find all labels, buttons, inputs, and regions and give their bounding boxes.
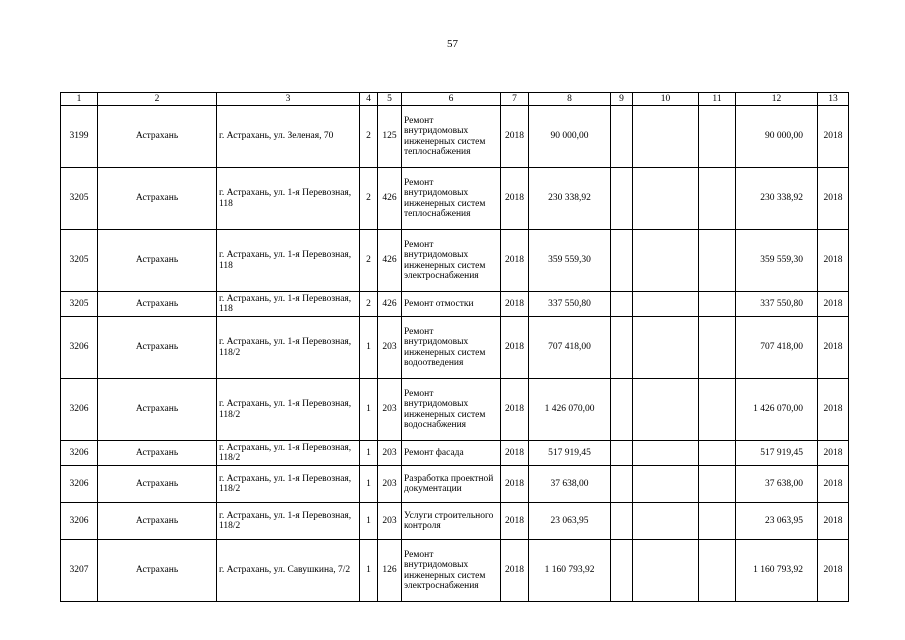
cell-col10: [633, 466, 699, 503]
cell-work-type: Ремонт внутридомовых инженерных систем электроснабжения: [402, 230, 501, 292]
cell-col4: 2: [360, 168, 378, 230]
cell-city: Астрахань: [98, 540, 217, 602]
cell-city: Астрахань: [98, 230, 217, 292]
cell-year-end: 2018: [818, 503, 849, 540]
cell-amount-total: 1 426 070,00: [736, 379, 818, 441]
cell-year-end: 2018: [818, 168, 849, 230]
cell-year-end: 2018: [818, 230, 849, 292]
cell-amount: 23 063,95: [529, 503, 611, 540]
cell-address: г. Астрахань, ул. 1-я Перевозная, 118/2: [217, 379, 360, 441]
cell-col4: 1: [360, 317, 378, 379]
cell-col11: [699, 441, 736, 466]
cell-col10: [633, 540, 699, 602]
cell-col11: [699, 503, 736, 540]
cell-col9: [611, 441, 633, 466]
cell-col10: [633, 292, 699, 317]
cell-amount: 359 559,30: [529, 230, 611, 292]
cell-work-type: Ремонт фасада: [402, 441, 501, 466]
cell-year-end: 2018: [818, 292, 849, 317]
cell-city: Астрахань: [98, 441, 217, 466]
cell-col5: 126: [378, 540, 402, 602]
table-row: [61, 168, 849, 230]
column-header-1: 1: [61, 93, 98, 106]
cell-city: Астрахань: [98, 466, 217, 503]
cell-id: 3206: [61, 503, 98, 540]
cell-work-type: Ремонт внутридомовых инженерных систем водоснабжения: [402, 379, 501, 441]
cell-col9: [611, 230, 633, 292]
cell-address: г. Астрахань, ул. 1-я Перевозная, 118: [217, 168, 360, 230]
cell-year: 2018: [501, 106, 529, 168]
column-header-13: 13: [818, 93, 849, 106]
cell-amount: 90 000,00: [529, 106, 611, 168]
cell-city: Астрахань: [98, 317, 217, 379]
table-row: [61, 441, 849, 466]
cell-id: 3205: [61, 230, 98, 292]
cell-id: 3207: [61, 540, 98, 602]
cell-col10: [633, 441, 699, 466]
cell-col11: [699, 292, 736, 317]
cell-col9: [611, 317, 633, 379]
cell-col9: [611, 503, 633, 540]
table-row: [61, 317, 849, 379]
cell-work-type: Ремонт внутридомовых инженерных систем электроснабжения: [402, 540, 501, 602]
cell-address: г. Астрахань, ул. 1-я Перевозная, 118/2: [217, 503, 360, 540]
cell-address: г. Астрахань, ул. 1-я Перевозная, 118/2: [217, 317, 360, 379]
cell-address: г. Астрахань, ул. 1-я Перевозная, 118/2: [217, 466, 360, 503]
cell-amount: 517 919,45: [529, 441, 611, 466]
cell-work-type: Ремонт внутридомовых инженерных систем теплоснабжения: [402, 168, 501, 230]
cell-id: 3206: [61, 466, 98, 503]
table-row: [61, 292, 849, 317]
cell-year: 2018: [501, 503, 529, 540]
cell-col10: [633, 106, 699, 168]
header-row: [61, 93, 849, 106]
column-header-3: 3: [217, 93, 360, 106]
cell-amount-total: 90 000,00: [736, 106, 818, 168]
cell-city: Астрахань: [98, 168, 217, 230]
cell-col4: 1: [360, 379, 378, 441]
cell-amount-total: 23 063,95: [736, 503, 818, 540]
table-row: [61, 540, 849, 602]
cell-col5: 203: [378, 466, 402, 503]
cell-col10: [633, 379, 699, 441]
cell-id: 3205: [61, 168, 98, 230]
cell-col9: [611, 292, 633, 317]
cell-amount-total: 230 338,92: [736, 168, 818, 230]
cell-amount-total: 707 418,00: [736, 317, 818, 379]
cell-col10: [633, 317, 699, 379]
table-body: [61, 106, 849, 602]
table-row: [61, 466, 849, 503]
cell-col4: 2: [360, 106, 378, 168]
cell-id: 3206: [61, 441, 98, 466]
cell-year: 2018: [501, 317, 529, 379]
table-row: [61, 503, 849, 540]
cell-city: Астрахань: [98, 379, 217, 441]
cell-col11: [699, 317, 736, 379]
works-table: [60, 92, 849, 602]
cell-col5: 203: [378, 441, 402, 466]
cell-address: г. Астрахань, ул. 1-я Перевозная, 118: [217, 292, 360, 317]
cell-col5: 426: [378, 168, 402, 230]
cell-id: 3199: [61, 106, 98, 168]
cell-amount-total: 1 160 793,92: [736, 540, 818, 602]
cell-year: 2018: [501, 540, 529, 602]
cell-col9: [611, 466, 633, 503]
cell-amount: 337 550,80: [529, 292, 611, 317]
column-header-6: 6: [402, 93, 501, 106]
cell-amount: 37 638,00: [529, 466, 611, 503]
cell-work-type: Ремонт внутридомовых инженерных систем теплоснабжения: [402, 106, 501, 168]
cell-address: г. Астрахань, ул. 1-я Перевозная, 118: [217, 230, 360, 292]
cell-amount-total: 37 638,00: [736, 466, 818, 503]
cell-year: 2018: [501, 230, 529, 292]
cell-col4: 1: [360, 466, 378, 503]
cell-col4: 2: [360, 230, 378, 292]
cell-year: 2018: [501, 292, 529, 317]
cell-amount: 1 160 793,92: [529, 540, 611, 602]
cell-col9: [611, 379, 633, 441]
cell-col10: [633, 503, 699, 540]
cell-amount: 230 338,92: [529, 168, 611, 230]
cell-address: г. Астрахань, ул. Зеленая, 70: [217, 106, 360, 168]
cell-city: Астрахань: [98, 503, 217, 540]
cell-year-end: 2018: [818, 540, 849, 602]
table-row: [61, 106, 849, 168]
cell-col11: [699, 540, 736, 602]
cell-col9: [611, 540, 633, 602]
cell-city: Астрахань: [98, 292, 217, 317]
cell-col5: 125: [378, 106, 402, 168]
cell-amount-total: 517 919,45: [736, 441, 818, 466]
cell-year: 2018: [501, 379, 529, 441]
column-header-9: 9: [611, 93, 633, 106]
cell-year: 2018: [501, 441, 529, 466]
cell-year-end: 2018: [818, 466, 849, 503]
cell-city: Астрахань: [98, 106, 217, 168]
column-header-2: 2: [98, 93, 217, 106]
cell-work-type: Услуги строительного контроля: [402, 503, 501, 540]
cell-id: 3206: [61, 317, 98, 379]
cell-col5: 426: [378, 230, 402, 292]
cell-year-end: 2018: [818, 106, 849, 168]
cell-col5: 426: [378, 292, 402, 317]
cell-col11: [699, 230, 736, 292]
cell-col10: [633, 168, 699, 230]
cell-address: г. Астрахань, ул. Савушкина, 7/2: [217, 540, 360, 602]
cell-col4: 1: [360, 441, 378, 466]
cell-col11: [699, 466, 736, 503]
cell-col9: [611, 168, 633, 230]
table-row: [61, 379, 849, 441]
cell-amount: 1 426 070,00: [529, 379, 611, 441]
column-header-8: 8: [529, 93, 611, 106]
cell-work-type: Ремонт внутридомовых инженерных систем водоотведения: [402, 317, 501, 379]
cell-col5: 203: [378, 503, 402, 540]
cell-amount-total: 337 550,80: [736, 292, 818, 317]
cell-year: 2018: [501, 168, 529, 230]
cell-year-end: 2018: [818, 441, 849, 466]
column-header-5: 5: [378, 93, 402, 106]
column-header-4: 4: [360, 93, 378, 106]
cell-id: 3206: [61, 379, 98, 441]
cell-amount-total: 359 559,30: [736, 230, 818, 292]
column-header-10: 10: [633, 93, 699, 106]
cell-work-type: Разработка проектной документации: [402, 466, 501, 503]
cell-amount: 707 418,00: [529, 317, 611, 379]
cell-year-end: 2018: [818, 317, 849, 379]
cell-col11: [699, 168, 736, 230]
column-header-11: 11: [699, 93, 736, 106]
cell-year: 2018: [501, 466, 529, 503]
column-header-7: 7: [501, 93, 529, 106]
cell-address: г. Астрахань, ул. 1-я Перевозная, 118/2: [217, 441, 360, 466]
cell-col11: [699, 379, 736, 441]
cell-col5: 203: [378, 379, 402, 441]
table-row: [61, 230, 849, 292]
column-header-12: 12: [736, 93, 818, 106]
page-number: 57: [447, 38, 458, 50]
cell-col10: [633, 230, 699, 292]
cell-col4: 1: [360, 540, 378, 602]
cell-id: 3205: [61, 292, 98, 317]
cell-col5: 203: [378, 317, 402, 379]
cell-col11: [699, 106, 736, 168]
cell-col4: 1: [360, 503, 378, 540]
cell-year-end: 2018: [818, 379, 849, 441]
cell-col9: [611, 106, 633, 168]
cell-col4: 2: [360, 292, 378, 317]
cell-work-type: Ремонт отмостки: [402, 292, 501, 317]
